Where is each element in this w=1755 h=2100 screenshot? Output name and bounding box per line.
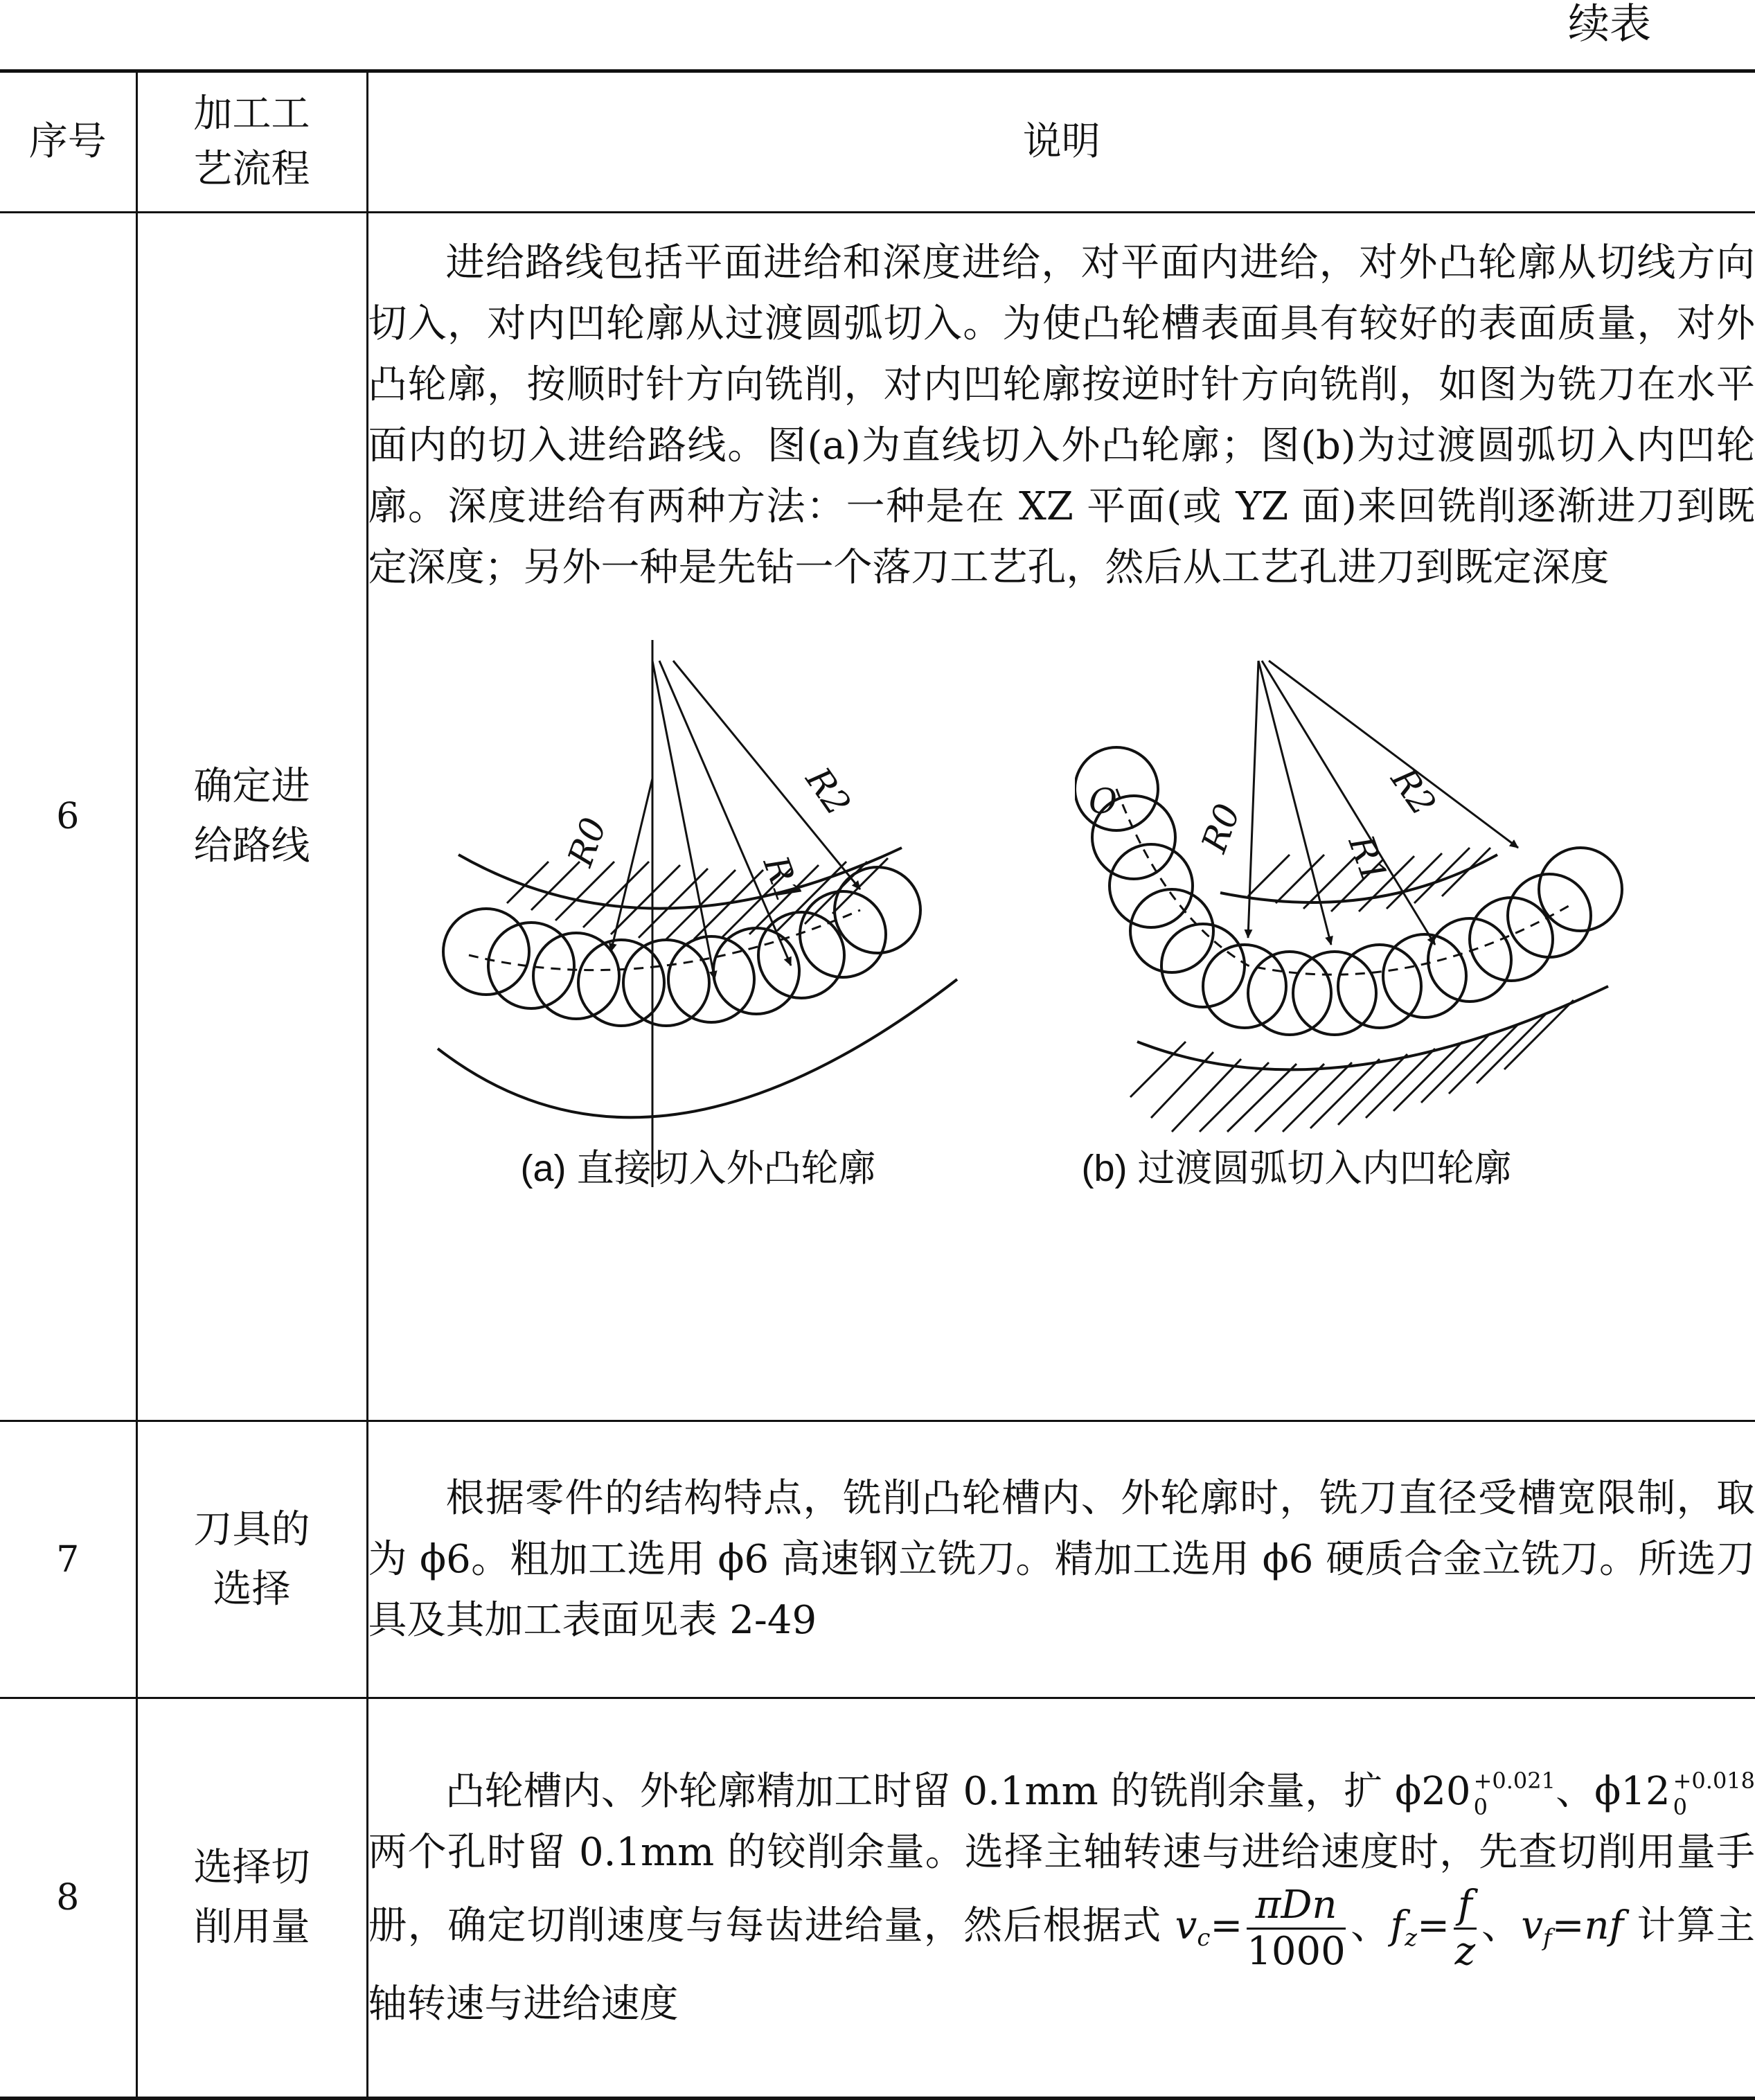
header-number: 序号 — [0, 71, 136, 213]
var-v: v — [1175, 1903, 1197, 1948]
fraction-numerator: f — [1454, 1883, 1477, 1930]
sub-f: f — [1543, 1924, 1552, 1952]
figure-b — [1075, 640, 1698, 1187]
label-r2: R2 — [797, 760, 858, 823]
figure-b-caption: (b) 过渡圆弧切入内凹轮廓 — [1082, 1139, 1512, 1192]
var-f: f — [1390, 1903, 1405, 1948]
expr-nf: nf — [1584, 1903, 1623, 1948]
description-text: 进给路线包括平面进给和深度进给，对平面内进给，对外凸轮廓从切线方向切入，对内凹轮廓从过渡圆弧切入。为使凸轮槽表面具有较好的表面质量，对外凸轮廓，按顺时针方向铣削，对内凹轮廓按逆时针方向铣削，如图为铣刀在水平面内的切入进给路线。图(a)为直线切入外凸轮廓；图(b)为过渡圆弧切入内凹轮廓。深度进给有两种方法：一种是在 XZ 平面(或 YZ 面)来回铣削逐渐进刀到既定深度；另外一种是先钻一个落刀工艺孔，然后从工艺孔进刀到既定深度 — [368, 233, 1755, 598]
label-o: O — [1089, 781, 1117, 821]
figure-area — [368, 640, 1755, 1256]
fraction-numerator: πDn — [1247, 1883, 1346, 1930]
fraction-fz — [1454, 1883, 1477, 1974]
fraction-denominator: z — [1454, 1930, 1477, 1974]
header-process-text: 加工工艺流程 — [186, 87, 318, 197]
tolerance-upper: +0.018 — [1673, 1768, 1755, 1794]
table-row — [0, 213, 1755, 1421]
row-number: 8 — [0, 1698, 136, 2099]
figure-b-drawing — [1075, 640, 1698, 1187]
row-process-text: 选择切削用量 — [183, 1838, 321, 1957]
row-process — [136, 1698, 367, 2099]
process-table — [0, 69, 1755, 2100]
label-r0: R0 — [560, 812, 614, 872]
table-row — [0, 1421, 1755, 1698]
row-description — [367, 213, 1755, 1421]
var-v: v — [1521, 1903, 1543, 1948]
row-description — [367, 1698, 1755, 2099]
table-header-row — [0, 71, 1755, 213]
figure-a-drawing — [417, 640, 1026, 1187]
row-process — [136, 1421, 367, 1698]
label-r1: R1 — [1340, 829, 1395, 889]
figure-a-caption: (a) 直接切入外凸轮廓 — [521, 1139, 876, 1192]
equals: = — [1417, 1903, 1450, 1948]
row-process-text: 确定进给路线 — [183, 757, 321, 876]
table-row — [0, 1698, 1755, 2099]
fraction-denominator: 1000 — [1247, 1930, 1346, 1974]
description-text: 根据零件的结构特点，铣削凸轮槽内、外轮廓时，铣刀直径受槽宽限制，取为 ϕ6。粗加工选用 ϕ6 高速钢立铣刀。精加工选用 ϕ6 硬质合金立铣刀。所选刀具及其加工表面见表 2-49 — [368, 1468, 1755, 1651]
continued-label: 续表 — [1568, 0, 1651, 48]
row-process-text: 刀具的选择 — [183, 1500, 321, 1619]
header-process — [136, 71, 367, 213]
sub-z: z — [1405, 1924, 1417, 1952]
row-description — [367, 1421, 1755, 1698]
tolerance-lower: 0 — [1474, 1794, 1556, 1820]
fraction-vc — [1247, 1883, 1346, 1974]
tolerance-20 — [1474, 1768, 1556, 1820]
description-text — [368, 1761, 1755, 2035]
label-r0: R0 — [1193, 799, 1248, 858]
label-r2: R2 — [1382, 760, 1443, 823]
row-number: 6 — [0, 213, 136, 1421]
text-part: 、ϕ12 — [1556, 1769, 1671, 1814]
header-description: 说明 — [367, 71, 1755, 213]
tolerance-12 — [1673, 1768, 1755, 1820]
row-number: 7 — [0, 1421, 136, 1698]
separator: 、 — [1481, 1903, 1522, 1948]
text-part: 计算主轴转速与进给速度 — [368, 1903, 1755, 2027]
figure-a — [417, 640, 1026, 1187]
label-r1: R1 — [755, 850, 810, 909]
separator: 、 — [1350, 1903, 1391, 1948]
tolerance-upper: +0.021 — [1474, 1768, 1556, 1794]
text-part: 凸轮槽内、外轮廓精加工时留 0.1mm 的铣削余量，扩 ϕ20 — [446, 1769, 1471, 1814]
tolerance-lower: 0 — [1673, 1794, 1755, 1820]
row-process — [136, 213, 367, 1421]
equals: = — [1552, 1903, 1585, 1948]
sub-c: c — [1197, 1924, 1210, 1952]
text-part: 两个孔时留 0.1mm 的铰削余量。选择主轴转速与进给速度时，先查切削用量手册，确定切削速度与每齿进给量，然后根据式 — [368, 1830, 1755, 1948]
equals: = — [1210, 1903, 1242, 1948]
